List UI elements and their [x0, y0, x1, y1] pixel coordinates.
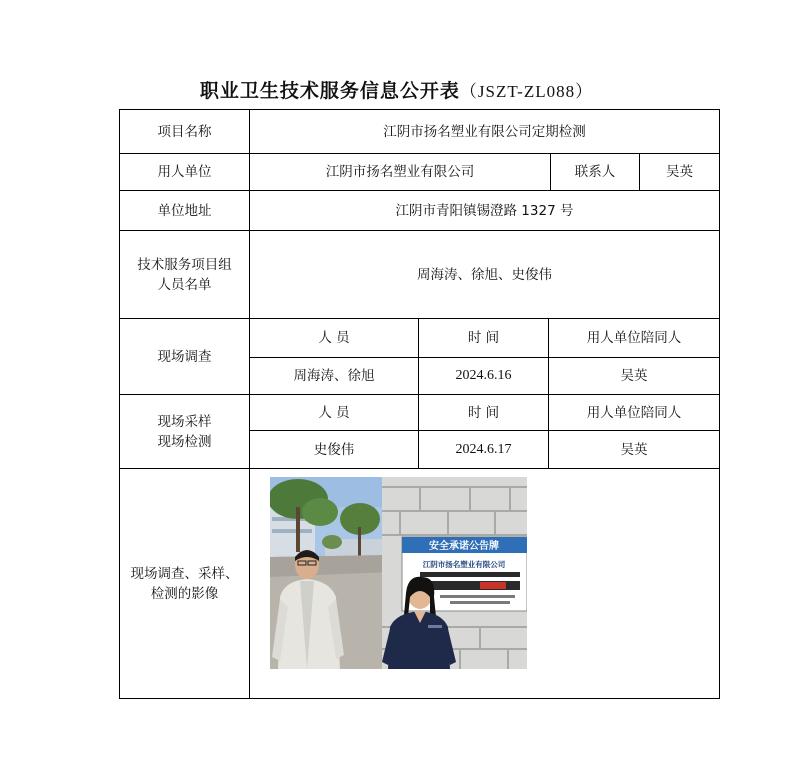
- sampling-col-time: 时 间: [467, 404, 500, 421]
- project-name-value: 江阴市扬名塑业有限公司定期检测: [383, 123, 586, 140]
- team-label-line2: 人员名单: [157, 276, 212, 293]
- survey-escort: 吴英: [620, 368, 648, 384]
- employer-label: 用人单位: [157, 164, 212, 180]
- address-label: 单位地址: [157, 202, 212, 219]
- sampling-col-escort: 用人单位陪同人: [586, 404, 682, 421]
- contact-value: 吴英: [666, 164, 693, 180]
- team-value: 周海涛、徐旭、史俊伟: [417, 266, 552, 283]
- team-label-line1: 技术服务项目组: [137, 256, 232, 273]
- sampling-col-staff: 人 员: [318, 404, 350, 421]
- project-name-label: 项目名称: [157, 123, 212, 140]
- survey-col-staff: 人 员: [318, 330, 350, 346]
- sampling-escort: 吴英: [620, 441, 648, 458]
- images-label-line1: 现场调查、采样、: [130, 565, 239, 582]
- images-label: [120, 469, 249, 698]
- survey-col-time: 时 间: [467, 330, 500, 346]
- sign-title: 安全承诺公告牌: [429, 541, 499, 552]
- sampling-staff: 史俊伟: [313, 441, 355, 458]
- sampling-label: [120, 395, 249, 468]
- site-photo-image: [270, 477, 527, 669]
- sampling-label-line2: 现场检测: [157, 433, 212, 450]
- sampling-label-line1: 现场采样: [157, 413, 212, 430]
- survey-col-escort: 用人单位陪同人: [586, 330, 682, 346]
- site-photo: [270, 477, 527, 669]
- title-main: 职业卫生技术服务信息公开表: [199, 80, 460, 102]
- sign-company: 江阴市扬名塑业有限公司: [422, 560, 506, 569]
- images-label-line2: 检测的影像: [150, 585, 219, 602]
- sampling-time: 2024.6.17: [455, 441, 512, 457]
- survey-time: 2024.6.16: [455, 368, 512, 383]
- team-label: [120, 231, 249, 318]
- contact-label: 联系人: [574, 164, 616, 180]
- page-title: [0, 76, 793, 103]
- survey-label: 现场调查: [157, 348, 212, 365]
- address-value: 江阴市青阳镇锡澄路 1327 号: [395, 202, 574, 219]
- survey-staff: 周海涛、徐旭: [293, 368, 375, 384]
- form-code: （JSZT-ZL088）: [459, 82, 594, 101]
- employer-value: 江阴市扬名塑业有限公司: [325, 164, 475, 180]
